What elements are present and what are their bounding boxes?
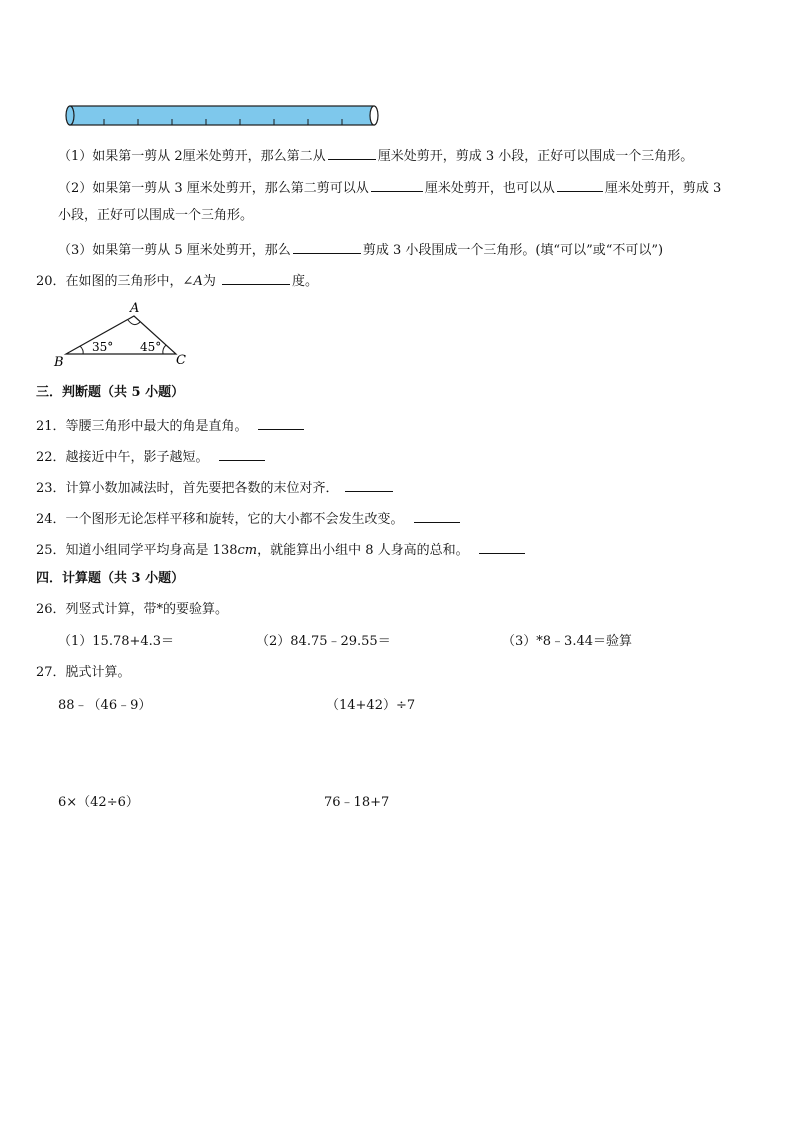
q27-expr-1: 88﹣（46﹣9） xyxy=(58,698,152,713)
vertex-c-label: C xyxy=(176,353,186,368)
q20-angle-var: A xyxy=(193,274,203,289)
triangle-figure xyxy=(50,298,200,370)
q19-part2-cont: 小段，正好可以围成一个三角形。 xyxy=(58,208,254,223)
stick-right-end xyxy=(370,106,378,125)
q26-title: 26．列竖式计算，带*的要验算。 xyxy=(36,602,229,617)
q25-unit: cm xyxy=(237,543,258,558)
q25-blank[interactable] xyxy=(479,539,525,554)
q19-part2-text-c: 厘米处剪开，剪成 3 xyxy=(604,181,722,196)
q24 xyxy=(36,508,462,529)
q25 xyxy=(36,539,527,560)
q20-text-b: 为 xyxy=(202,274,216,289)
q23-text: 23．计算小数加减法时，首先要把各数的末位对齐． xyxy=(36,481,339,496)
section3-title: 三．判断题（共 5 小题） xyxy=(36,385,185,400)
q27-title: 27．脱式计算。 xyxy=(36,665,131,680)
q23 xyxy=(36,477,395,498)
q26-item-2: （2）84.75﹣29.55＝ xyxy=(256,634,391,649)
q20-text-a: 20．在如图的三角形中，∠ xyxy=(36,274,194,289)
q26-item-3: （3）*8﹣3.44＝验算 xyxy=(502,634,632,649)
q19-part1 xyxy=(58,145,693,166)
vertex-b-label: B xyxy=(54,355,64,370)
angle-a-arc xyxy=(128,320,140,325)
q19-part2-blank-2[interactable] xyxy=(557,177,603,192)
angle-b-arc xyxy=(80,346,83,354)
q27-expr-2: （14+42）÷7 xyxy=(326,698,416,713)
q21-text: 21．等腰三角形中最大的角是直角。 xyxy=(36,419,248,434)
q27-expr-3: 6×（42÷6） xyxy=(58,795,139,810)
q26-item-1: （1）15.78+4.3＝ xyxy=(58,634,175,649)
q22 xyxy=(36,446,267,467)
q25-text-b: ，就能算出小组中 8 人身高的总和。 xyxy=(257,543,469,558)
q21 xyxy=(36,415,306,436)
q21-blank[interactable] xyxy=(258,415,304,430)
angle-b-label: 35° xyxy=(92,340,114,354)
section4-title: 四．计算题（共 3 小题） xyxy=(36,571,185,586)
angle-c-arc xyxy=(163,345,166,354)
stick-body xyxy=(70,106,374,125)
q27-expr-4: 76﹣18+7 xyxy=(324,795,390,810)
q19-part1-blank[interactable] xyxy=(328,145,376,160)
q22-blank[interactable] xyxy=(219,446,265,461)
q20-blank[interactable] xyxy=(222,270,290,285)
q19-part2-text-a: （2）如果第一剪从 3 厘米处剪开，那么第二剪可以从 xyxy=(58,181,369,196)
q19-part2-blank-1[interactable] xyxy=(371,177,423,192)
q24-blank[interactable] xyxy=(414,508,460,523)
angle-c-label: 45° xyxy=(140,340,162,354)
q23-blank[interactable] xyxy=(345,477,393,492)
q25-text-a: 25．知道小组同学平均身高是 138 xyxy=(36,543,238,558)
q19-part3-text-b: 剪成 3 小段围成一个三角形。(填“可以”或“不可以”) xyxy=(362,243,664,258)
q20-text-c: 度。 xyxy=(291,274,318,289)
q19-part2-text-b: 厘米处剪开，也可以从 xyxy=(424,181,555,196)
q19-part3-text-a: （3）如果第一剪从 5 厘米处剪开，那么 xyxy=(58,243,291,258)
q19-part1-text-a: （1）如果第一剪从 2厘米处剪开，那么第二从 xyxy=(58,149,326,164)
q19-part3 xyxy=(58,239,663,260)
q20-question xyxy=(36,270,318,291)
q22-text: 22．越接近中午，影子越短。 xyxy=(36,450,209,465)
q19-part2 xyxy=(58,177,721,198)
q19-part3-blank[interactable] xyxy=(293,239,361,254)
vertex-a-label: A xyxy=(130,301,140,316)
q24-text: 24．一个图形无论怎样平移和旋转，它的大小都不会发生改变。 xyxy=(36,512,404,527)
stick-illustration xyxy=(64,103,384,129)
stick-left-end xyxy=(66,106,74,125)
q19-part1-text-b: 厘米处剪开，剪成 3 小段，正好可以围成一个三角形。 xyxy=(377,149,694,164)
